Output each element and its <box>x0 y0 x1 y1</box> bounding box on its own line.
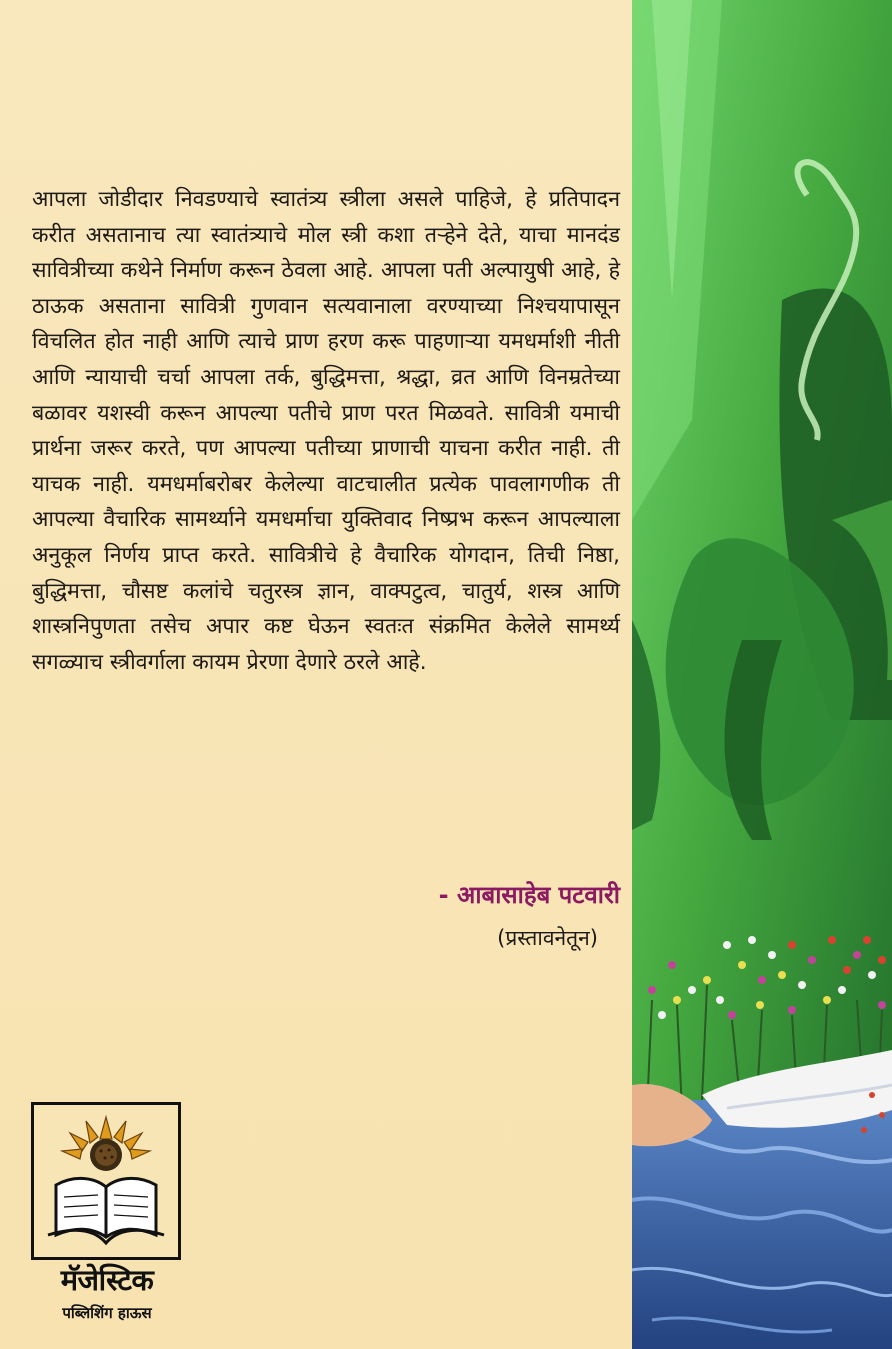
back-cover-blurb: आपला जोडीदार निवडण्याचे स्वातंत्र्य स्त्रीला असले पाहिजे, हे प्रतिपादन करीत असतानाच त्या स्वातंत्र्याचे मोल स्त्री कशा तऱ्हेने देते, याचा मानदंड सावित्रीच्या कथेने निर्माण करून ठेवला आहे. आपला पती अल्पायुषी आहे, हे ठाऊक असताना सावित्री गुणवान सत्यवानाला वरण्याच्या निश्चयापासून विचलित होत नाही आणि त्याचे प्राण हरण करू पाहणाऱ्या यमधर्माशी नीती आणि न्यायाची चर्चा आपला तर्क, बुद्धिमत्ता, श्रद्धा, व्रत आणि विनम्रतेच्या बळावर यशस्वी करून आपल्या पतीचे प्राण परत मिळवते. सावित्री यमाची प्रार्थना जरूर करते, पण आपल्या पतीच्या प्राणाची याचना करीत नाही. ती याचक नाही. यमधर्माबरोबर केलेल्या वाटचालीत प्रत्येक पावलागणीक ती आपल्या वैचारिक सामर्थ्याने यमधर्माचा युक्तिवाद निष्प्रभ करून आपल्याला अनुकूल निर्णय प्राप्त करते. सावित्रीचे हे वैचारिक योगदान, तिची निष्ठा, बुद्धिमत्ता, चौसष्ट कलांचे चतुरस्त्र ज्ञान, वाक्पटुत्व, चातुर्य, शस्त्र आणि शास्त्रनिपुणता तसेच अपार कष्ट घेऊन स्वतःत संक्रमित केलेले सामर्थ्य सगळ्याच स्त्रीवर्गाला कायम प्रेरणा देणारे ठरले आहे. <box>32 187 620 675</box>
publisher-name: मॅजेस्टिक <box>60 1263 154 1297</box>
cover-illustration <box>632 0 892 1349</box>
source-note: (प्रस्तावनेतून) <box>497 926 598 950</box>
publisher-logo <box>31 1102 181 1260</box>
open-book-sunflower-icon <box>34 1105 178 1257</box>
author-attribution: - आबासाहेब पटवारी <box>438 881 620 909</box>
publisher-subtitle: पब्लिशिंग हाऊस <box>62 1304 152 1322</box>
